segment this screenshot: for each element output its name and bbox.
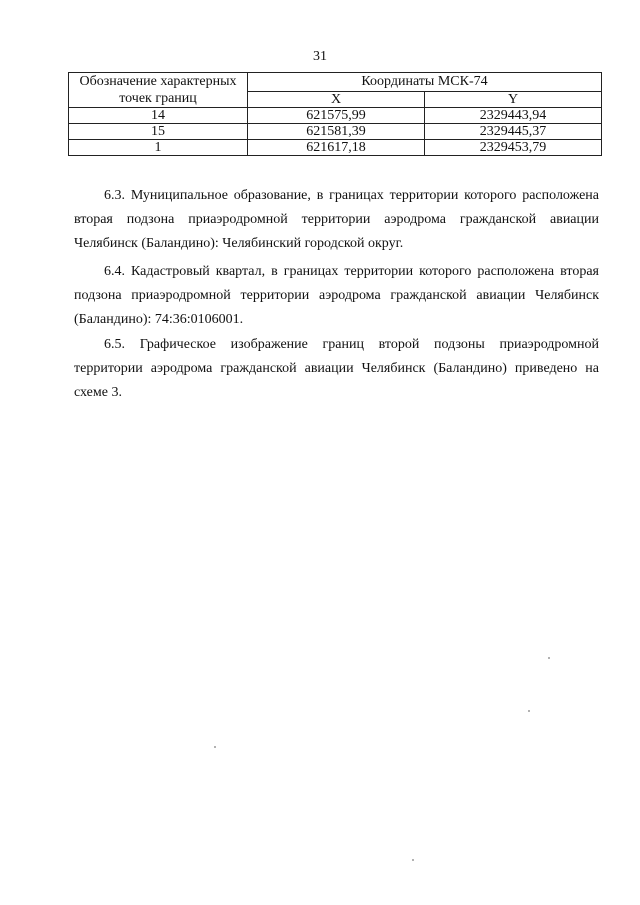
scan-speck <box>214 746 216 748</box>
header-y: Y <box>425 91 602 107</box>
cell-y: 2329445,37 <box>425 124 602 140</box>
cell-x: 621617,18 <box>248 140 425 156</box>
header-coordinates: Координаты МСК-74 <box>248 73 602 92</box>
table-row <box>69 124 602 140</box>
cell-point: 14 <box>69 108 248 124</box>
cell-x: 621575,99 <box>248 108 425 124</box>
scan-speck <box>528 710 530 712</box>
scan-speck <box>548 657 550 659</box>
table-row <box>69 140 602 156</box>
paragraph-cadastral-quarter: 6.4. Кадастровый квартал, в границах территории которого расположена вторая подзона приаэродромной территории аэродрома гражданской авиации Челябинск (Баландино): 74:36:0106001. <box>74 264 599 327</box>
scan-speck <box>412 859 414 861</box>
header-x: X <box>248 91 425 107</box>
cell-point: 1 <box>69 140 248 156</box>
cell-x: 621581,39 <box>248 124 425 140</box>
header-point-label: Обозначение характерных точек границ <box>69 73 248 108</box>
paragraph-graphic-scheme: 6.5. Графическое изображение границ второй подзоны приаэродромной территории аэродрома гражданской авиации Челябинск (Баландино) приведено на схеме 3. <box>74 337 599 400</box>
page-number: 31 <box>313 49 327 64</box>
coordinates-table <box>68 72 602 156</box>
cell-y: 2329453,79 <box>425 140 602 156</box>
table-row <box>69 108 602 124</box>
cell-point: 15 <box>69 124 248 140</box>
table-header-row <box>69 73 602 92</box>
paragraph-municipality: 6.3. Муниципальное образование, в границах территории которого расположена вторая подзона приаэродромной территории аэродрома гражданской авиации Челябинск (Баландино): Челябинский городской округ. <box>74 188 599 251</box>
cell-y: 2329443,94 <box>425 108 602 124</box>
